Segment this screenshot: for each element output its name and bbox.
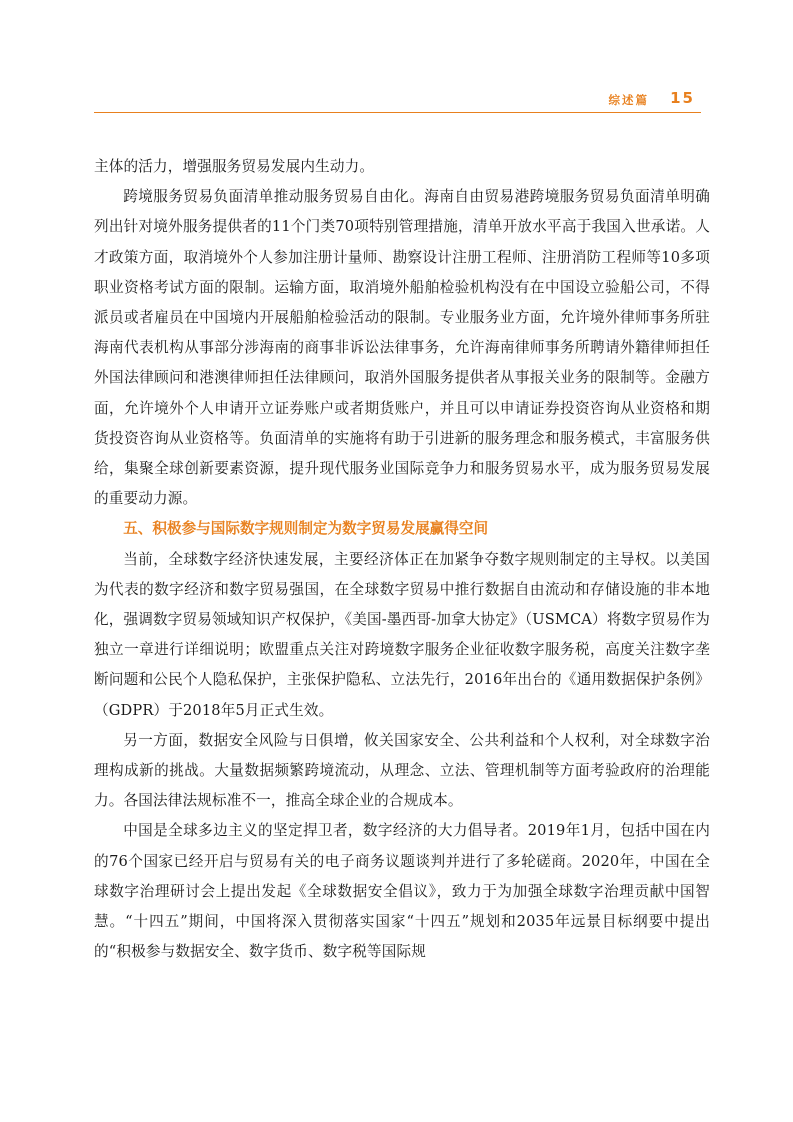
page-number: 15	[670, 89, 695, 107]
body-text	[94, 152, 710, 967]
header-section-title: 综述篇	[608, 93, 649, 107]
paragraph-continuation: 主体的活力，增强服务贸易发展内生动力。	[94, 158, 375, 175]
paragraph-china-multilateralism: 中国是全球多边主义的坚定捍卫者，数字经济的大力倡导者。2019年1月，包括中国在内的76个国家已经开启与贸易有关的电子商务议题谈判并进行了多轮磋商。2020年，中国在全球数字治理研讨会上提出发起《全球数据安全倡议》，致力于为加强全球数字治理贡献中国智慧。“十四五”期间，中国将深入贯彻落实国家“十四五”规划和2035年远景目标纲要中提出的“积极参与数据安全、数字货币、数字税等国际规	[94, 822, 710, 961]
running-header	[94, 86, 701, 110]
section-heading: 五、积极参与国际数字规则制定为数字贸易发展赢得空间	[123, 520, 489, 538]
header-divider	[94, 112, 701, 113]
paragraph-global-digital-economy: 当前，全球数字经济快速发展，主要经济体正在加紧争夺数字规则制定的主导权。以美国为代表的数字经济和数字贸易强国，在全球数字贸易中推行数据自由流动和存储设施的非本地化，强调数字贸易领域知识产权保护，《美国-墨西哥-加拿大协定》（USMCA）将数字贸易作为独立一章进行详细说明；欧盟重点关注对跨境数字服务企业征收数字服务税，高度关注数字垄断问题和公民个人隐私保护，主张保护隐私、立法先行，2016年出台的《通用数据保护条例》（GDPR）于2018年5月正式生效。	[94, 550, 710, 719]
paragraph-data-security: 另一方面，数据安全风险与日俱增，攸关国家安全、公共利益和个人权利，对全球数字治理构成新的挑战。大量数据频繁跨境流动，从理念、立法、管理机制等方面考验政府的治理能力。各国法律法规标准不一，推高全球企业的合规成本。	[94, 731, 710, 810]
paragraph-negative-list: 跨境服务贸易负面清单推动服务贸易自由化。海南自由贸易港跨境服务贸易负面清单明确列出针对境外服务提供者的11个门类70项特别管理措施，清单开放水平高于我国入世承诺。人才政策方面，取消境外个人参加注册计量师、勘察设计注册工程师、注册消防工程师等10多项职业资格考试方面的限制。运输方面，取消境外船舶检验机构没有在中国设立验船公司，不得派员或者雇员在中国境内开展船舶检验活动的限制。专业服务业方面，允许境外律师事务所驻海南代表机构从事部分涉海南的商事非诉讼法律事务，允许海南律师事务所聘请外籍律师担任外国法律顾问和港澳律师担任法律顾问，取消外国服务提供者从事报关业务的限制等。金融方面，允许境外个人申请开立证券账户或者期货账户，并且可以申请证券投资咨询从业资格和期货投资咨询从业资格等。负面清单的实施将有助于引进新的服务理念和服务模式，丰富服务供给，集聚全球创新要素资源，提升现代服务业国际竞争力和服务贸易水平，成为服务贸易发展的重要动力源。	[94, 188, 710, 508]
